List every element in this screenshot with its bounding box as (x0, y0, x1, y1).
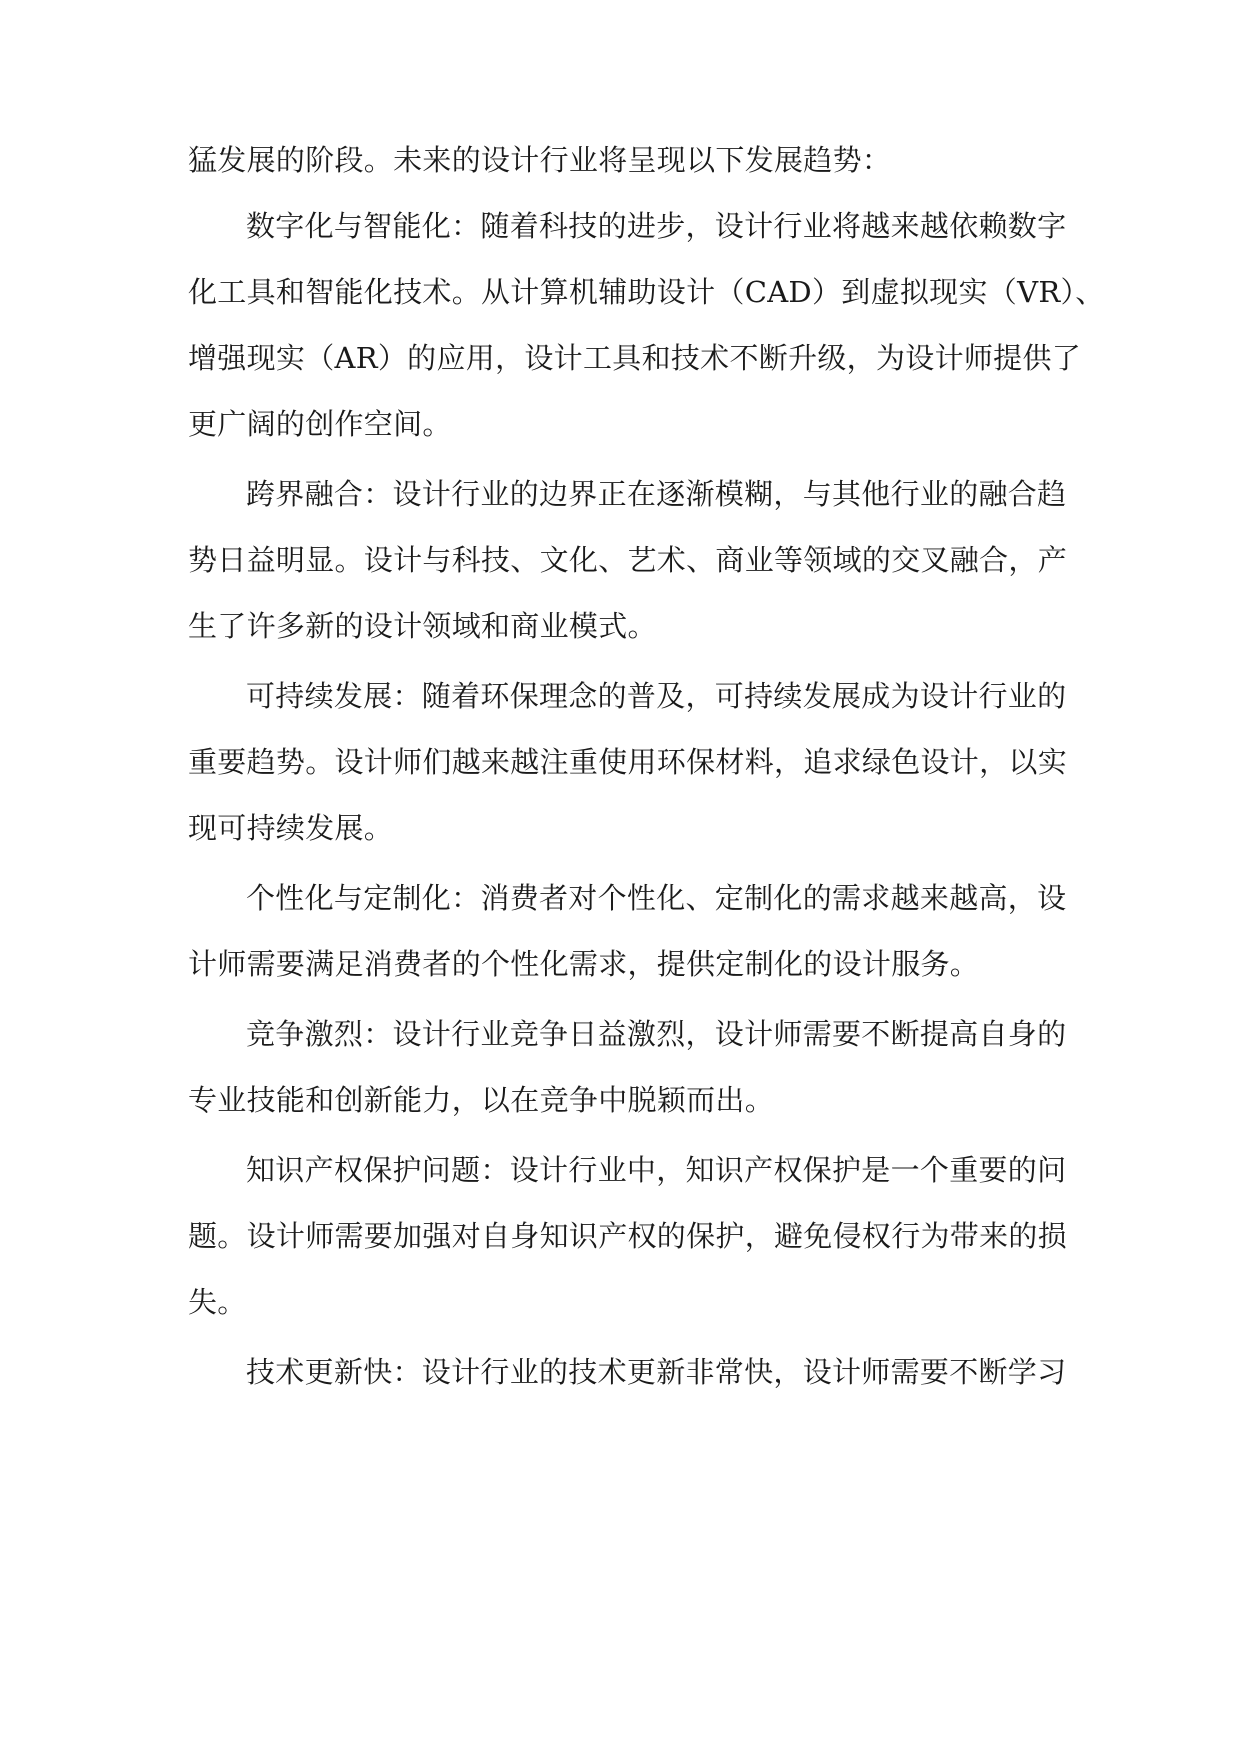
text-line: 重要趋势。设计师们越来越注重使用环保材料，追求绿色设计，以实 (188, 745, 1068, 779)
text-line: 化工具和智能化技术。从计算机辅助设计（CAD）到虚拟现实（VR）、 (188, 275, 1105, 309)
text-line: 技术更新快：设计行业的技术更新非常快，设计师需要不断学习 (246, 1355, 1067, 1389)
text-line: 个性化与定制化：消费者对个性化、定制化的需求越来越高，设 (246, 881, 1067, 915)
text-line: 猛发展的阶段。未来的设计行业将呈现以下发展趋势： (188, 143, 892, 177)
text-line: 生了许多新的设计领域和商业模式。 (188, 609, 657, 643)
text-line: 失。 (188, 1285, 247, 1319)
text-line: 可持续发展：随着环保理念的普及，可持续发展成为设计行业的 (246, 679, 1067, 713)
text-line: 增强现实（AR）的应用，设计工具和技术不断升级，为设计师提供了 (188, 341, 1082, 375)
text-line: 题。设计师需要加强对自身知识产权的保护，避免侵权行为带来的损 (188, 1219, 1068, 1253)
text-line: 现可持续发展。 (188, 811, 394, 845)
text-line: 数字化与智能化：随着科技的进步，设计行业将越来越依赖数字 (246, 209, 1067, 243)
text-line: 竞争激烈：设计行业竞争日益激烈，设计师需要不断提高自身的 (246, 1017, 1067, 1051)
text-line: 跨界融合：设计行业的边界正在逐渐模糊，与其他行业的融合趋 (246, 477, 1067, 511)
text-line: 知识产权保护问题：设计行业中，知识产权保护是一个重要的问 (246, 1153, 1067, 1187)
text-line: 势日益明显。设计与科技、文化、艺术、商业等领域的交叉融合，产 (188, 543, 1068, 577)
text-line: 计师需要满足消费者的个性化需求，提供定制化的设计服务。 (188, 947, 980, 981)
text-line: 专业技能和创新能力，以在竞争中脱颖而出。 (188, 1083, 775, 1117)
text-line: 更广阔的创作空间。 (188, 407, 452, 441)
